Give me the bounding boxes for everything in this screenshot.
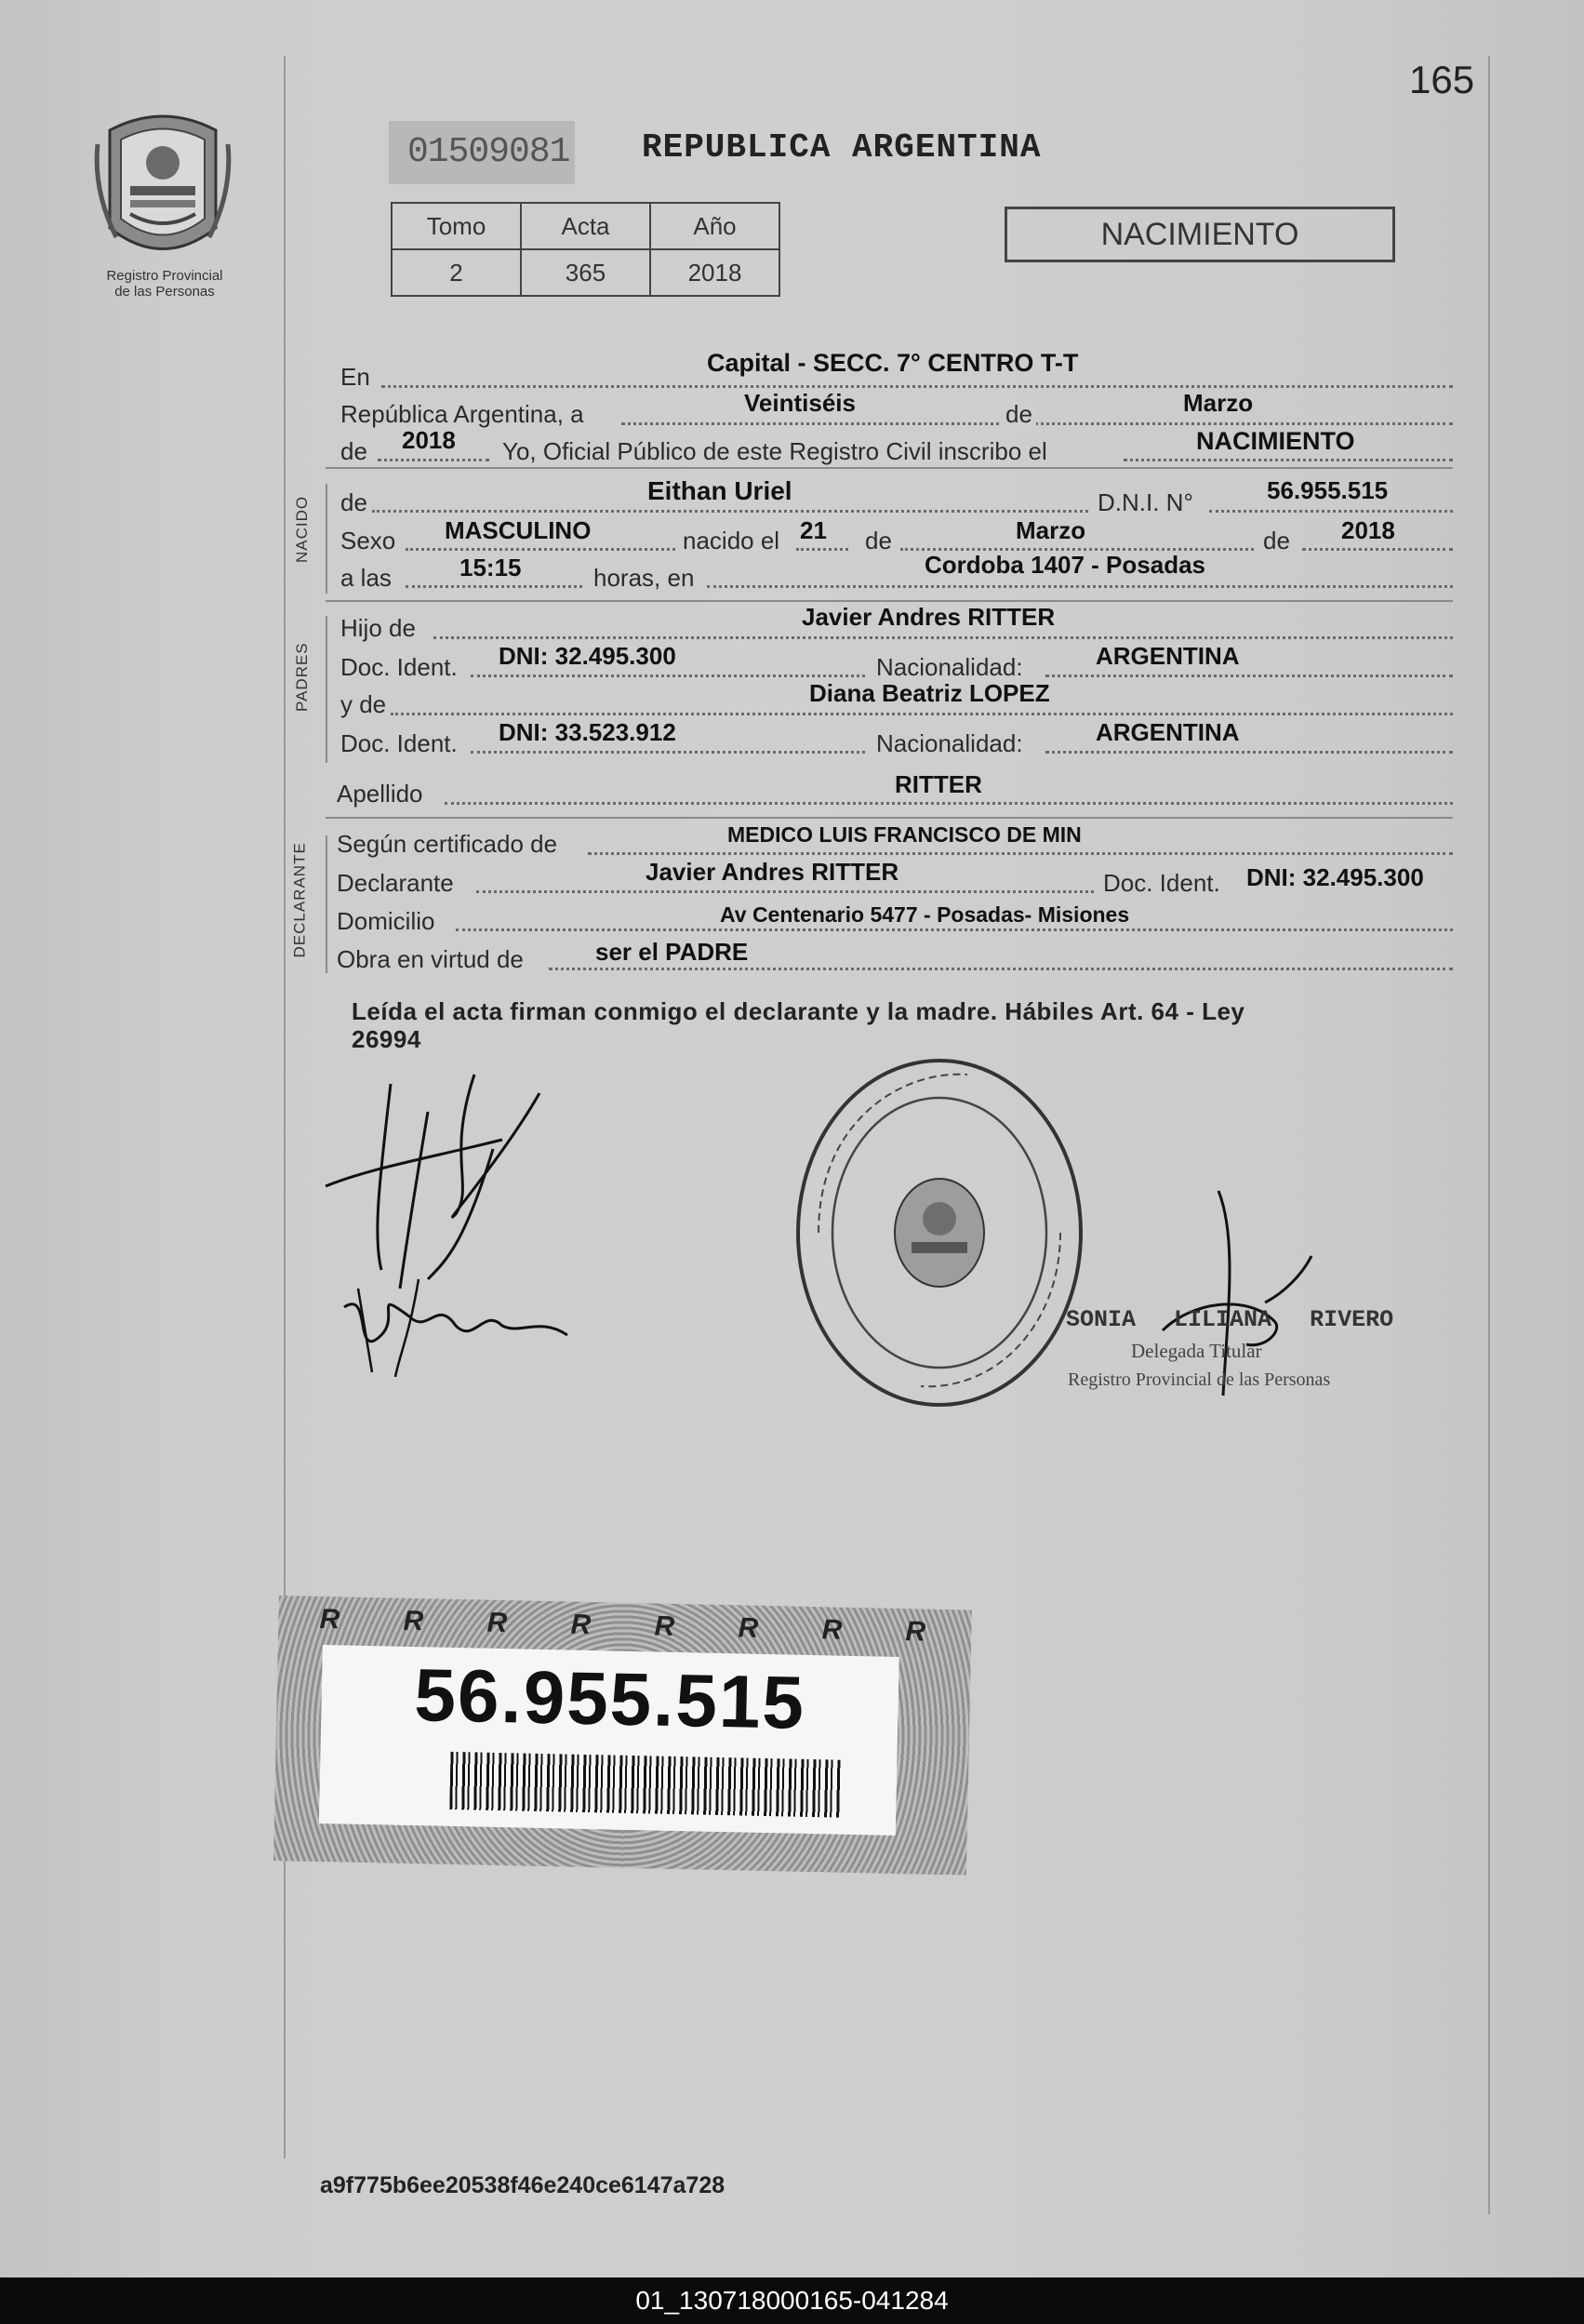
label-declarante: Declarante xyxy=(337,869,454,897)
record-table-value-row xyxy=(392,249,779,296)
fill-line xyxy=(445,802,1453,805)
section-label-padres: PADRES xyxy=(293,642,311,712)
serial-number: 01509081 xyxy=(407,132,570,172)
act-type-box: NACIMIENTO xyxy=(1005,207,1395,262)
fill-line xyxy=(378,459,489,461)
record-table-header: Acta xyxy=(521,203,650,249)
label-doc-ident: Doc. Ident. xyxy=(340,653,458,681)
footer-code: 01_130718000165-041284 xyxy=(0,2277,1584,2324)
fill-line xyxy=(549,968,1453,970)
newborn-name: Eithan Uriel xyxy=(647,476,792,505)
label-apellido: Apellido xyxy=(337,780,423,808)
official-middle-name: LILIANA xyxy=(1174,1306,1272,1333)
father-nationality: ARGENTINA xyxy=(1096,642,1240,670)
record-table-header: Tomo xyxy=(392,203,521,249)
label-de-year: de xyxy=(340,437,367,465)
sticker-pattern-letter: R xyxy=(570,1609,592,1641)
inscribo-value: NACIMIENTO xyxy=(1196,427,1355,455)
birth-place: Cordoba 1407 - Posadas xyxy=(925,551,1205,579)
birth-day: 21 xyxy=(800,516,827,544)
label-en: En xyxy=(340,363,370,391)
section-label-nacido: NACIDO xyxy=(293,495,311,563)
emblem-caption-line: Registro Provincial xyxy=(106,268,223,284)
day-value: Veintiséis xyxy=(744,389,856,417)
year-value: 2018 xyxy=(402,426,456,454)
mother-nationality: ARGENTINA xyxy=(1096,718,1240,746)
birth-year: 2018 xyxy=(1341,516,1395,544)
label-dni: D.N.I. N° xyxy=(1098,488,1193,516)
sexo-value: MASCULINO xyxy=(445,516,592,544)
sticker-pattern-letter: R xyxy=(486,1607,508,1639)
closing-text-line: Leída el acta firman conmigo el declarante y la madre. Hábiles Art. 64 - Ley xyxy=(352,997,1245,1025)
apellido-value: RITTER xyxy=(895,770,982,798)
record-table xyxy=(391,202,780,297)
fill-line xyxy=(391,713,1453,715)
sticker-pattern-letter: R xyxy=(654,1610,675,1642)
dni-sticker xyxy=(273,1596,972,1876)
official-office: Registro Provincial de las Personas xyxy=(1068,1369,1331,1390)
fill-line xyxy=(1209,510,1453,513)
official-first-name: SONIA xyxy=(1066,1306,1137,1333)
mother-name: Diana Beatriz LOPEZ xyxy=(809,679,1050,707)
month-value: Marzo xyxy=(1183,389,1254,417)
section-bracket xyxy=(326,835,327,973)
place-value: Capital - SECC. 7° CENTRO T-T xyxy=(707,349,1079,377)
emblem-caption xyxy=(67,268,262,300)
label-y-de: y de xyxy=(340,690,387,718)
label-doc-ident-declarante: Doc. Ident. xyxy=(1103,869,1220,897)
fill-line xyxy=(1045,674,1453,677)
sticker-pattern-letter: R xyxy=(821,1614,843,1646)
fill-line xyxy=(621,422,1453,425)
emblem-caption-line: de las Personas xyxy=(114,284,215,300)
label-nacido-el: nacido el xyxy=(683,527,780,554)
fill-line xyxy=(1124,459,1453,461)
label-de-nacido: de xyxy=(340,488,367,516)
document-hash: a9f775b6ee20538f46e240ce6147a728 xyxy=(320,2172,725,2198)
label-hijo-de: Hijo de xyxy=(340,614,416,642)
label-republica: República Argentina, a xyxy=(340,400,584,428)
declarant-signatures xyxy=(316,1056,595,1391)
declarant-name: Javier Andres RITTER xyxy=(646,858,899,886)
sticker-pattern-letter: R xyxy=(319,1603,340,1636)
label-a-las: a las xyxy=(340,564,392,592)
record-table-cell: 2 xyxy=(392,249,521,296)
provincial-emblem xyxy=(93,107,233,265)
fill-line xyxy=(471,674,865,677)
label-domicilio: Domicilio xyxy=(337,907,435,935)
fill-line xyxy=(1302,548,1453,551)
label-sexo: Sexo xyxy=(340,527,396,554)
label-de-month: de xyxy=(1263,527,1290,554)
label-de-day: de xyxy=(865,527,892,554)
closing-text-line: 26994 xyxy=(352,1025,421,1053)
label-horas: horas, en xyxy=(593,564,695,592)
fill-line xyxy=(381,385,1453,388)
official-last-name: RIVERO xyxy=(1310,1306,1394,1333)
sticker-label xyxy=(319,1645,899,1836)
label-nacionalidad: Nacionalidad: xyxy=(876,653,1023,681)
section-label-declarante: DECLARANTE xyxy=(290,842,309,958)
fill-line xyxy=(471,751,865,754)
official-seal-stamp xyxy=(781,1047,1098,1419)
newborn-dni: 56.955.515 xyxy=(1267,476,1389,504)
section-bracket xyxy=(326,484,327,594)
section-divider xyxy=(326,817,1453,819)
fill-line xyxy=(406,548,675,551)
fill-line xyxy=(372,510,1088,513)
birth-month: Marzo xyxy=(1016,516,1086,544)
declarant-doc: DNI: 32.495.300 xyxy=(1246,863,1424,891)
record-table-cell: 365 xyxy=(521,249,650,296)
official-name xyxy=(1066,1306,1393,1333)
fill-line xyxy=(433,636,1453,639)
label-doc-ident: Doc. Ident. xyxy=(340,729,458,757)
fill-line xyxy=(406,585,582,588)
label-certificado: Según certificado de xyxy=(337,830,558,858)
fill-line xyxy=(796,548,848,551)
sticker-dni-number: 56.955.515 xyxy=(413,1653,806,1744)
sticker-pattern-letter: R xyxy=(738,1612,759,1644)
mother-doc: DNI: 33.523.912 xyxy=(499,718,676,746)
birth-time: 15:15 xyxy=(459,554,522,581)
sticker-barcode xyxy=(449,1752,841,1818)
father-doc: DNI: 32.495.300 xyxy=(499,642,676,670)
father-name: Javier Andres RITTER xyxy=(802,603,1056,631)
fill-line xyxy=(456,928,1453,931)
fill-line xyxy=(476,890,1094,893)
label-obra: Obra en virtud de xyxy=(337,945,524,973)
fill-line xyxy=(1045,751,1453,754)
fill-line xyxy=(588,852,1453,855)
obra-value: ser el PADRE xyxy=(595,938,749,966)
page-number: 165 xyxy=(1409,58,1475,101)
record-table-cell: 2018 xyxy=(650,249,779,296)
certificate-value: MEDICO LUIS FRANCISCO DE MIN xyxy=(727,822,1082,847)
section-divider xyxy=(326,600,1453,602)
label-nacionalidad: Nacionalidad: xyxy=(876,729,1023,757)
domicilio-value: Av Centenario 5477 - Posadas- Misiones xyxy=(720,902,1130,927)
country-title: REPUBLICA ARGENTINA xyxy=(642,128,1042,167)
sticker-pattern-letter: R xyxy=(905,1616,926,1648)
sticker-pattern-letter: R xyxy=(403,1605,424,1637)
section-divider xyxy=(326,467,1453,469)
label-de: de xyxy=(1002,400,1036,429)
page-right-edge xyxy=(1488,56,1490,2214)
section-bracket xyxy=(326,616,327,763)
record-table-header-row xyxy=(392,203,779,249)
closing-text xyxy=(352,997,1421,1053)
official-role: Delegada Titular xyxy=(1131,1340,1262,1362)
record-table-header: Año xyxy=(650,203,779,249)
fill-line xyxy=(707,585,1453,588)
label-oficial: Yo, Oficial Público de este Registro Civil inscribo el xyxy=(502,437,1047,465)
